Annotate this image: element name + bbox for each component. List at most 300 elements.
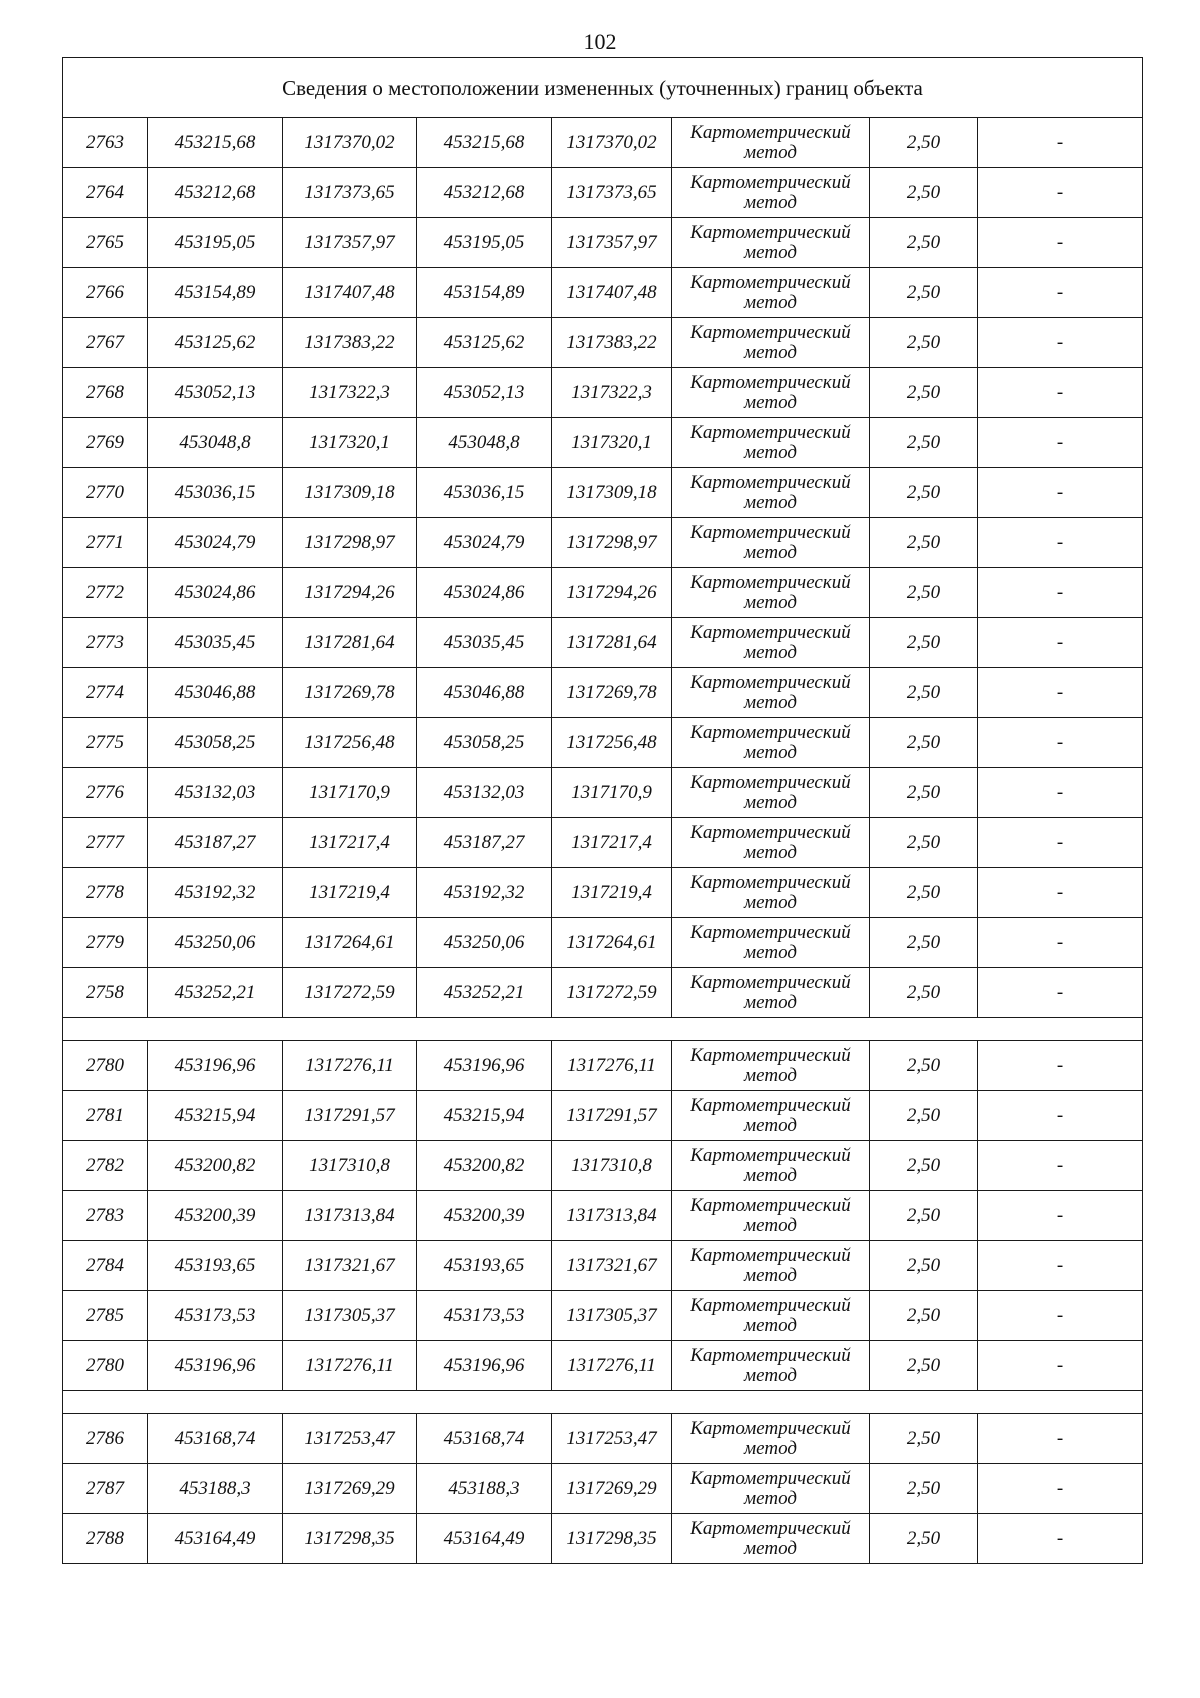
- y-refined-cell: 1317322,3: [552, 368, 672, 418]
- method-cell: [672, 1141, 870, 1191]
- table-row: [63, 168, 1143, 218]
- point-number-cell: 2763: [63, 118, 148, 168]
- note-cell: -: [978, 1041, 1143, 1091]
- y-existing-cell: 1317256,48: [283, 718, 417, 768]
- x-existing-cell: 453193,65: [148, 1241, 283, 1291]
- point-number-cell: 2775: [63, 718, 148, 768]
- accuracy-cell: 2,50: [870, 918, 978, 968]
- method-line-2: метод: [744, 541, 797, 563]
- x-existing-cell: 453173,53: [148, 1291, 283, 1341]
- method-cell: [672, 668, 870, 718]
- method-line-1: Картометрический: [690, 1467, 851, 1489]
- point-number-cell: 2777: [63, 818, 148, 868]
- x-refined-cell: 453215,68: [417, 118, 552, 168]
- method-line-1: Картометрический: [690, 1094, 851, 1116]
- note-cell: -: [978, 568, 1143, 618]
- accuracy-cell: 2,50: [870, 1341, 978, 1391]
- note-cell: -: [978, 368, 1143, 418]
- method-line-1: Картометрический: [690, 1517, 851, 1539]
- y-existing-cell: 1317253,47: [283, 1414, 417, 1464]
- x-existing-cell: 453250,06: [148, 918, 283, 968]
- y-existing-cell: 1317276,11: [283, 1041, 417, 1091]
- table-row: [63, 1241, 1143, 1291]
- method-cell: [672, 718, 870, 768]
- y-existing-cell: 1317298,97: [283, 518, 417, 568]
- y-refined-cell: 1317272,59: [552, 968, 672, 1018]
- table-row: [63, 568, 1143, 618]
- x-refined-cell: 453058,25: [417, 718, 552, 768]
- method-cell: [672, 518, 870, 568]
- method-line-1: Картометрический: [690, 521, 851, 543]
- x-existing-cell: 453252,21: [148, 968, 283, 1018]
- point-number-cell: 2781: [63, 1091, 148, 1141]
- point-number-cell: 2765: [63, 218, 148, 268]
- accuracy-cell: 2,50: [870, 718, 978, 768]
- note-cell: -: [978, 1241, 1143, 1291]
- point-number-cell: 2758: [63, 968, 148, 1018]
- method-line-2: метод: [744, 241, 797, 263]
- y-existing-cell: 1317322,3: [283, 368, 417, 418]
- y-existing-cell: 1317298,35: [283, 1514, 417, 1564]
- note-cell: -: [978, 1341, 1143, 1391]
- accuracy-cell: 2,50: [870, 1291, 978, 1341]
- method-cell: [672, 818, 870, 868]
- point-number-cell: 2773: [63, 618, 148, 668]
- method-cell: [672, 968, 870, 1018]
- method-cell: [672, 618, 870, 668]
- x-existing-cell: 453212,68: [148, 168, 283, 218]
- method-line-1: Картометрический: [690, 621, 851, 643]
- y-refined-cell: 1317291,57: [552, 1091, 672, 1141]
- x-refined-cell: 453195,05: [417, 218, 552, 268]
- point-number-cell: 2780: [63, 1341, 148, 1391]
- y-existing-cell: 1317272,59: [283, 968, 417, 1018]
- accuracy-cell: 2,50: [870, 1041, 978, 1091]
- y-existing-cell: 1317219,4: [283, 868, 417, 918]
- point-number-cell: 2769: [63, 418, 148, 468]
- table-row: [63, 918, 1143, 968]
- y-existing-cell: 1317357,97: [283, 218, 417, 268]
- y-refined-cell: 1317269,78: [552, 668, 672, 718]
- y-refined-cell: 1317219,4: [552, 868, 672, 918]
- note-cell: -: [978, 318, 1143, 368]
- method-cell: [672, 1514, 870, 1564]
- method-cell: [672, 1091, 870, 1141]
- method-line-2: метод: [744, 391, 797, 413]
- point-number-cell: 2785: [63, 1291, 148, 1341]
- method-line-1: Картометрический: [690, 1044, 851, 1066]
- x-refined-cell: 453125,62: [417, 318, 552, 368]
- x-existing-cell: 453024,79: [148, 518, 283, 568]
- point-number-cell: 2780: [63, 1041, 148, 1091]
- point-number-cell: 2786: [63, 1414, 148, 1464]
- x-refined-cell: 453193,65: [417, 1241, 552, 1291]
- y-refined-cell: 1317253,47: [552, 1414, 672, 1464]
- x-refined-cell: 453212,68: [417, 168, 552, 218]
- y-existing-cell: 1317276,11: [283, 1341, 417, 1391]
- method-line-2: метод: [744, 1314, 797, 1336]
- x-existing-cell: 453200,39: [148, 1191, 283, 1241]
- table-row: [63, 868, 1143, 918]
- method-line-1: Картометрический: [690, 971, 851, 993]
- x-existing-cell: 453046,88: [148, 668, 283, 718]
- accuracy-cell: 2,50: [870, 518, 978, 568]
- y-refined-cell: 1317313,84: [552, 1191, 672, 1241]
- note-cell: -: [978, 468, 1143, 518]
- method-line-2: метод: [744, 491, 797, 513]
- method-line-2: метод: [744, 641, 797, 663]
- table-row: [63, 368, 1143, 418]
- method-cell: [672, 268, 870, 318]
- method-line-2: метод: [744, 1064, 797, 1086]
- table-title-row: [63, 58, 1143, 118]
- method-line-2: метод: [744, 991, 797, 1013]
- note-cell: -: [978, 168, 1143, 218]
- method-cell: [672, 418, 870, 468]
- point-number-cell: 2779: [63, 918, 148, 968]
- method-line-2: метод: [744, 691, 797, 713]
- x-existing-cell: 453215,94: [148, 1091, 283, 1141]
- method-line-1: Картометрический: [690, 1244, 851, 1266]
- note-cell: -: [978, 868, 1143, 918]
- method-line-1: Картометрический: [690, 421, 851, 443]
- method-cell: [672, 468, 870, 518]
- x-existing-cell: 453036,15: [148, 468, 283, 518]
- y-existing-cell: 1317269,78: [283, 668, 417, 718]
- accuracy-cell: 2,50: [870, 618, 978, 668]
- method-cell: [672, 868, 870, 918]
- accuracy-cell: 2,50: [870, 268, 978, 318]
- x-refined-cell: 453200,39: [417, 1191, 552, 1241]
- y-refined-cell: 1317357,97: [552, 218, 672, 268]
- table-row: [63, 468, 1143, 518]
- y-existing-cell: 1317321,67: [283, 1241, 417, 1291]
- accuracy-cell: 2,50: [870, 818, 978, 868]
- y-existing-cell: 1317320,1: [283, 418, 417, 468]
- y-refined-cell: 1317294,26: [552, 568, 672, 618]
- method-line-2: метод: [744, 1437, 797, 1459]
- x-refined-cell: 453196,96: [417, 1341, 552, 1391]
- accuracy-cell: 2,50: [870, 1141, 978, 1191]
- method-cell: [672, 168, 870, 218]
- note-cell: -: [978, 1191, 1143, 1241]
- method-line-1: Картометрический: [690, 1194, 851, 1216]
- x-refined-cell: 453187,27: [417, 818, 552, 868]
- table-row: [63, 268, 1143, 318]
- table-row: [63, 618, 1143, 668]
- x-existing-cell: 453052,13: [148, 368, 283, 418]
- boundary-coordinates-table: [62, 57, 1143, 1564]
- method-line-1: Картометрический: [690, 221, 851, 243]
- note-cell: -: [978, 1514, 1143, 1564]
- note-cell: -: [978, 668, 1143, 718]
- note-cell: -: [978, 768, 1143, 818]
- y-refined-cell: 1317264,61: [552, 918, 672, 968]
- point-number-cell: 2766: [63, 268, 148, 318]
- method-line-1: Картометрический: [690, 471, 851, 493]
- x-refined-cell: 453250,06: [417, 918, 552, 968]
- x-existing-cell: 453168,74: [148, 1414, 283, 1464]
- method-line-2: метод: [744, 291, 797, 313]
- method-cell: [672, 1341, 870, 1391]
- accuracy-cell: 2,50: [870, 1241, 978, 1291]
- accuracy-cell: 2,50: [870, 1414, 978, 1464]
- x-existing-cell: 453058,25: [148, 718, 283, 768]
- y-existing-cell: 1317407,48: [283, 268, 417, 318]
- method-cell: [672, 1241, 870, 1291]
- method-line-2: метод: [744, 1364, 797, 1386]
- y-existing-cell: 1317373,65: [283, 168, 417, 218]
- y-existing-cell: 1317269,29: [283, 1464, 417, 1514]
- x-existing-cell: 453188,3: [148, 1464, 283, 1514]
- table-row: [63, 1291, 1143, 1341]
- method-cell: [672, 768, 870, 818]
- method-line-1: Картометрический: [690, 871, 851, 893]
- accuracy-cell: 2,50: [870, 1191, 978, 1241]
- y-existing-cell: 1317291,57: [283, 1091, 417, 1141]
- method-cell: [672, 1291, 870, 1341]
- y-refined-cell: 1317309,18: [552, 468, 672, 518]
- table-row: [63, 668, 1143, 718]
- method-cell: [672, 368, 870, 418]
- method-line-2: метод: [744, 891, 797, 913]
- x-existing-cell: 453195,05: [148, 218, 283, 268]
- method-line-1: Картометрический: [690, 1144, 851, 1166]
- method-line-2: метод: [744, 1164, 797, 1186]
- accuracy-cell: 2,50: [870, 1464, 978, 1514]
- note-cell: -: [978, 718, 1143, 768]
- y-refined-cell: 1317383,22: [552, 318, 672, 368]
- method-line-2: метод: [744, 741, 797, 763]
- table-row: [63, 418, 1143, 468]
- point-number-cell: 2787: [63, 1464, 148, 1514]
- table-row: [63, 118, 1143, 168]
- x-existing-cell: 453215,68: [148, 118, 283, 168]
- x-refined-cell: 453132,03: [417, 768, 552, 818]
- point-number-cell: 2768: [63, 368, 148, 418]
- y-refined-cell: 1317281,64: [552, 618, 672, 668]
- method-cell: [672, 118, 870, 168]
- x-refined-cell: 453046,88: [417, 668, 552, 718]
- method-line-1: Картометрический: [690, 121, 851, 143]
- accuracy-cell: 2,50: [870, 418, 978, 468]
- y-existing-cell: 1317313,84: [283, 1191, 417, 1241]
- contour-separator-row: [63, 1018, 1143, 1041]
- y-refined-cell: 1317373,65: [552, 168, 672, 218]
- method-line-1: Картометрический: [690, 1344, 851, 1366]
- table-row: [63, 718, 1143, 768]
- x-refined-cell: 453035,45: [417, 618, 552, 668]
- note-cell: -: [978, 618, 1143, 668]
- x-refined-cell: 453154,89: [417, 268, 552, 318]
- x-existing-cell: 453192,32: [148, 868, 283, 918]
- table-title: Сведения о местоположении измененных (уточненных) границ объекта: [63, 58, 1143, 118]
- note-cell: -: [978, 1464, 1143, 1514]
- method-line-1: Картометрический: [690, 721, 851, 743]
- accuracy-cell: 2,50: [870, 768, 978, 818]
- y-refined-cell: 1317370,02: [552, 118, 672, 168]
- x-existing-cell: 453154,89: [148, 268, 283, 318]
- note-cell: -: [978, 818, 1143, 868]
- method-cell: [672, 1414, 870, 1464]
- point-number-cell: 2788: [63, 1514, 148, 1564]
- method-line-1: Картометрический: [690, 921, 851, 943]
- y-refined-cell: 1317305,37: [552, 1291, 672, 1341]
- note-cell: -: [978, 218, 1143, 268]
- method-line-1: Картометрический: [690, 821, 851, 843]
- method-line-2: метод: [744, 1264, 797, 1286]
- y-existing-cell: 1317309,18: [283, 468, 417, 518]
- x-refined-cell: 453196,96: [417, 1041, 552, 1091]
- x-refined-cell: 453168,74: [417, 1414, 552, 1464]
- y-refined-cell: 1317256,48: [552, 718, 672, 768]
- accuracy-cell: 2,50: [870, 568, 978, 618]
- method-line-1: Картометрический: [690, 271, 851, 293]
- method-line-2: метод: [744, 791, 797, 813]
- point-number-cell: 2784: [63, 1241, 148, 1291]
- y-existing-cell: 1317217,4: [283, 818, 417, 868]
- y-existing-cell: 1317294,26: [283, 568, 417, 618]
- x-refined-cell: 453024,79: [417, 518, 552, 568]
- note-cell: -: [978, 1414, 1143, 1464]
- table-row: [63, 768, 1143, 818]
- contour-separator-cell: [63, 1018, 1143, 1041]
- contour-separator-row: [63, 1391, 1143, 1414]
- table-row: [63, 1514, 1143, 1564]
- note-cell: -: [978, 1091, 1143, 1141]
- x-refined-cell: 453048,8: [417, 418, 552, 468]
- y-refined-cell: 1317269,29: [552, 1464, 672, 1514]
- method-line-2: метод: [744, 1487, 797, 1509]
- accuracy-cell: 2,50: [870, 368, 978, 418]
- y-existing-cell: 1317264,61: [283, 918, 417, 968]
- method-line-1: Картометрический: [690, 171, 851, 193]
- table-row: [63, 218, 1143, 268]
- point-number-cell: 2770: [63, 468, 148, 518]
- table-row: [63, 968, 1143, 1018]
- table-row: [63, 1041, 1143, 1091]
- method-line-2: метод: [744, 341, 797, 363]
- table-row: [63, 1191, 1143, 1241]
- method-line-1: Картометрический: [690, 1417, 851, 1439]
- accuracy-cell: 2,50: [870, 318, 978, 368]
- x-refined-cell: 453173,53: [417, 1291, 552, 1341]
- x-refined-cell: 453215,94: [417, 1091, 552, 1141]
- y-refined-cell: 1317170,9: [552, 768, 672, 818]
- method-cell: [672, 1464, 870, 1514]
- method-cell: [672, 218, 870, 268]
- x-refined-cell: 453164,49: [417, 1514, 552, 1564]
- point-number-cell: 2778: [63, 868, 148, 918]
- method-line-1: Картометрический: [690, 1294, 851, 1316]
- method-cell: [672, 1041, 870, 1091]
- accuracy-cell: 2,50: [870, 1514, 978, 1564]
- point-number-cell: 2771: [63, 518, 148, 568]
- table-row: [63, 1414, 1143, 1464]
- x-refined-cell: 453188,3: [417, 1464, 552, 1514]
- y-refined-cell: 1317310,8: [552, 1141, 672, 1191]
- note-cell: -: [978, 918, 1143, 968]
- method-line-2: метод: [744, 141, 797, 163]
- accuracy-cell: 2,50: [870, 468, 978, 518]
- note-cell: -: [978, 268, 1143, 318]
- page-number: 102: [583, 29, 617, 54]
- y-refined-cell: 1317276,11: [552, 1041, 672, 1091]
- x-refined-cell: 453024,86: [417, 568, 552, 618]
- method-cell: [672, 568, 870, 618]
- note-cell: -: [978, 1141, 1143, 1191]
- point-number-cell: 2772: [63, 568, 148, 618]
- accuracy-cell: 2,50: [870, 1091, 978, 1141]
- y-existing-cell: 1317281,64: [283, 618, 417, 668]
- point-number-cell: 2774: [63, 668, 148, 718]
- y-existing-cell: 1317383,22: [283, 318, 417, 368]
- method-line-1: Картометрический: [690, 671, 851, 693]
- method-line-2: метод: [744, 191, 797, 213]
- x-existing-cell: 453187,27: [148, 818, 283, 868]
- x-existing-cell: 453200,82: [148, 1141, 283, 1191]
- note-cell: -: [978, 1291, 1143, 1341]
- point-number-cell: 2767: [63, 318, 148, 368]
- point-number-cell: 2764: [63, 168, 148, 218]
- accuracy-cell: 2,50: [870, 968, 978, 1018]
- x-existing-cell: 453048,8: [148, 418, 283, 468]
- method-cell: [672, 1191, 870, 1241]
- table-row: [63, 1091, 1143, 1141]
- method-line-1: Картометрический: [690, 321, 851, 343]
- y-existing-cell: 1317305,37: [283, 1291, 417, 1341]
- method-line-2: метод: [744, 1537, 797, 1559]
- accuracy-cell: 2,50: [870, 218, 978, 268]
- note-cell: -: [978, 518, 1143, 568]
- x-refined-cell: 453052,13: [417, 368, 552, 418]
- x-existing-cell: 453164,49: [148, 1514, 283, 1564]
- y-existing-cell: 1317170,9: [283, 768, 417, 818]
- accuracy-cell: 2,50: [870, 118, 978, 168]
- accuracy-cell: 2,50: [870, 868, 978, 918]
- method-line-2: метод: [744, 1114, 797, 1136]
- y-refined-cell: 1317298,35: [552, 1514, 672, 1564]
- x-existing-cell: 453132,03: [148, 768, 283, 818]
- x-existing-cell: 453196,96: [148, 1341, 283, 1391]
- method-line-2: метод: [744, 941, 797, 963]
- method-cell: [672, 918, 870, 968]
- note-cell: -: [978, 418, 1143, 468]
- y-refined-cell: 1317276,11: [552, 1341, 672, 1391]
- accuracy-cell: 2,50: [870, 168, 978, 218]
- accuracy-cell: 2,50: [870, 668, 978, 718]
- x-refined-cell: 453036,15: [417, 468, 552, 518]
- y-existing-cell: 1317310,8: [283, 1141, 417, 1191]
- note-cell: -: [978, 118, 1143, 168]
- method-line-2: метод: [744, 441, 797, 463]
- y-refined-cell: 1317217,4: [552, 818, 672, 868]
- x-existing-cell: 453125,62: [148, 318, 283, 368]
- x-refined-cell: 453252,21: [417, 968, 552, 1018]
- point-number-cell: 2776: [63, 768, 148, 818]
- y-refined-cell: 1317298,97: [552, 518, 672, 568]
- x-refined-cell: 453192,32: [417, 868, 552, 918]
- method-line-1: Картометрический: [690, 771, 851, 793]
- y-existing-cell: 1317370,02: [283, 118, 417, 168]
- x-refined-cell: 453200,82: [417, 1141, 552, 1191]
- contour-separator-cell: [63, 1391, 1143, 1414]
- table-row: [63, 1141, 1143, 1191]
- y-refined-cell: 1317320,1: [552, 418, 672, 468]
- x-existing-cell: 453196,96: [148, 1041, 283, 1091]
- method-line-1: Картометрический: [690, 371, 851, 393]
- method-line-2: метод: [744, 841, 797, 863]
